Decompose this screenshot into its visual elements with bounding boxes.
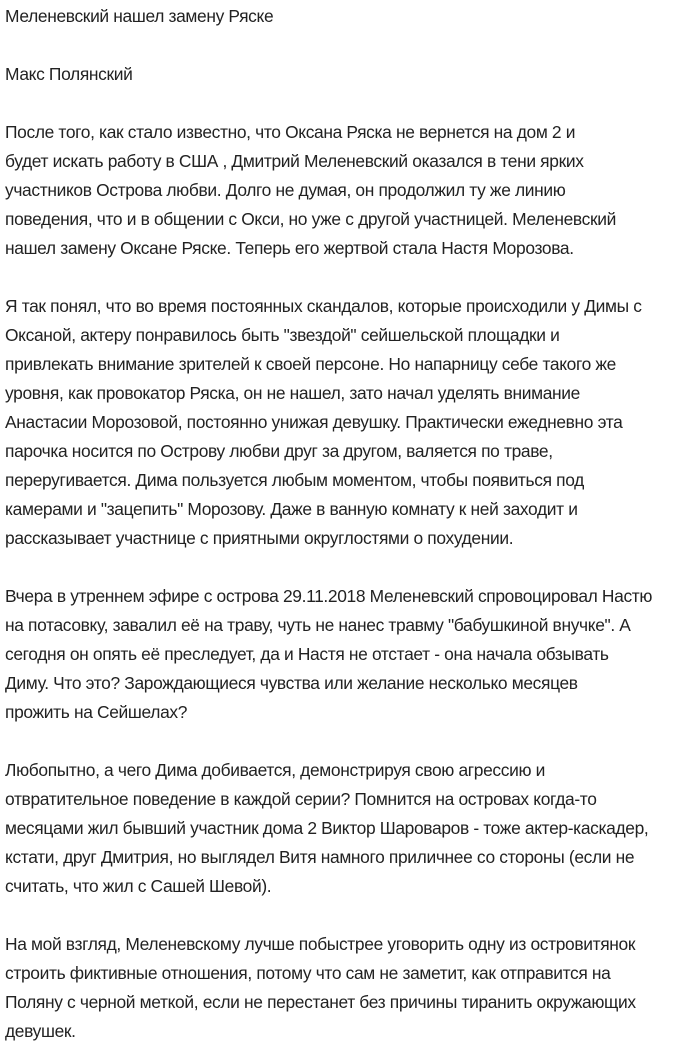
article-title: Меленевский нашел замену Ряске bbox=[5, 6, 274, 26]
paragraph-line: будет искать работу в США , Дмитрий Меленевский оказался в тени ярких bbox=[5, 151, 584, 171]
paragraph-line: После того, как стало известно, что Оксана Ряска не вернется на дом 2 и bbox=[5, 122, 576, 142]
paragraph-line: Любопытно, а чего Дима добивается, демонстрируя свою агрессию и bbox=[5, 760, 546, 780]
paragraph-line: отвратительное поведение в каждой серии? Помнится на островах когда-то bbox=[5, 789, 597, 809]
paragraph-line: считать, что жил с Сашей Шевой). bbox=[5, 876, 272, 896]
paragraph-line: привлекать внимание зрителей к своей персоне. Но напарницу себе такого же bbox=[5, 354, 617, 374]
paragraph-line: девушек. bbox=[5, 1021, 76, 1041]
paragraph-line: камерами и "зацепить" Морозову. Даже в ванную комнату к ней заходит и bbox=[5, 499, 578, 519]
paragraph-line: уровня, как провокатор Ряска, он не нашел, зато начал уделять внимание bbox=[5, 383, 580, 403]
paragraph-line: на потасовку, завалил её на траву, чуть не нанес травму "бабушкиной внучке". А bbox=[5, 615, 631, 635]
paragraph-line: переругивается. Дима пользуется любым моментом, чтобы появиться под bbox=[5, 470, 584, 490]
paragraph-line: Анастасии Морозовой, постоянно унижая девушку. Практически ежедневно эта bbox=[5, 412, 623, 432]
paragraph-4 bbox=[5, 756, 690, 901]
paragraph-line: нашел замену Оксане Ряске. Теперь его жертвой стала Настя Морозова. bbox=[5, 238, 574, 258]
paragraph-line: Вчера в утреннем эфире с острова 29.11.2018 Меленевский спровоцировал Настю bbox=[5, 586, 653, 606]
paragraph-line: строить фиктивные отношения, потому что сам не заметит, как отправится на bbox=[5, 963, 611, 983]
paragraph-line: Диму. Что это? Зарождающиеся чувства или желание несколько месяцев bbox=[5, 673, 578, 693]
paragraph-3 bbox=[5, 582, 690, 727]
paragraph-line: На мой взгляд, Меленевскому лучше побыстрее уговорить одну из островитянок bbox=[5, 934, 636, 954]
paragraph-line: поведения, что и в общении с Окси, но уже с другой участницей. Меленевский bbox=[5, 209, 616, 229]
article-author: Макс Полянский bbox=[5, 64, 133, 84]
paragraph-2 bbox=[5, 292, 690, 553]
paragraph-line: рассказывает участнице с приятными округлостями о похудении. bbox=[5, 528, 514, 548]
paragraph-line: Я так понял, что во время постоянных скандалов, которые происходили у Димы с bbox=[5, 296, 642, 316]
paragraph-line: Поляну с черной меткой, если не перестанет без причины тиранить окружающих bbox=[5, 992, 636, 1012]
paragraph-5 bbox=[5, 930, 690, 1046]
paragraph-line: прожить на Сейшелах? bbox=[5, 702, 188, 722]
paragraph-line: месяцами жил бывший участник дома 2 Виктор Шароваров - тоже актер-каскадер, bbox=[5, 818, 649, 838]
paragraph-line: участников Острова любви. Долго не думая, он продолжил ту же линию bbox=[5, 180, 566, 200]
paragraph-line: кстати, друг Дмитрия, но выглядел Витя намного приличнее со стороны (если не bbox=[5, 847, 635, 867]
paragraph-line: сегодня он опять её преследует, да и Настя не отстает - она начала обзывать bbox=[5, 644, 609, 664]
paragraph-line: парочка носится по Острову любви друг за другом, валяется по траве, bbox=[5, 441, 553, 461]
paragraph-line: Оксаной, актеру понравилось быть "звездой" сейшельской площадки и bbox=[5, 325, 560, 345]
paragraph-1 bbox=[5, 118, 690, 263]
